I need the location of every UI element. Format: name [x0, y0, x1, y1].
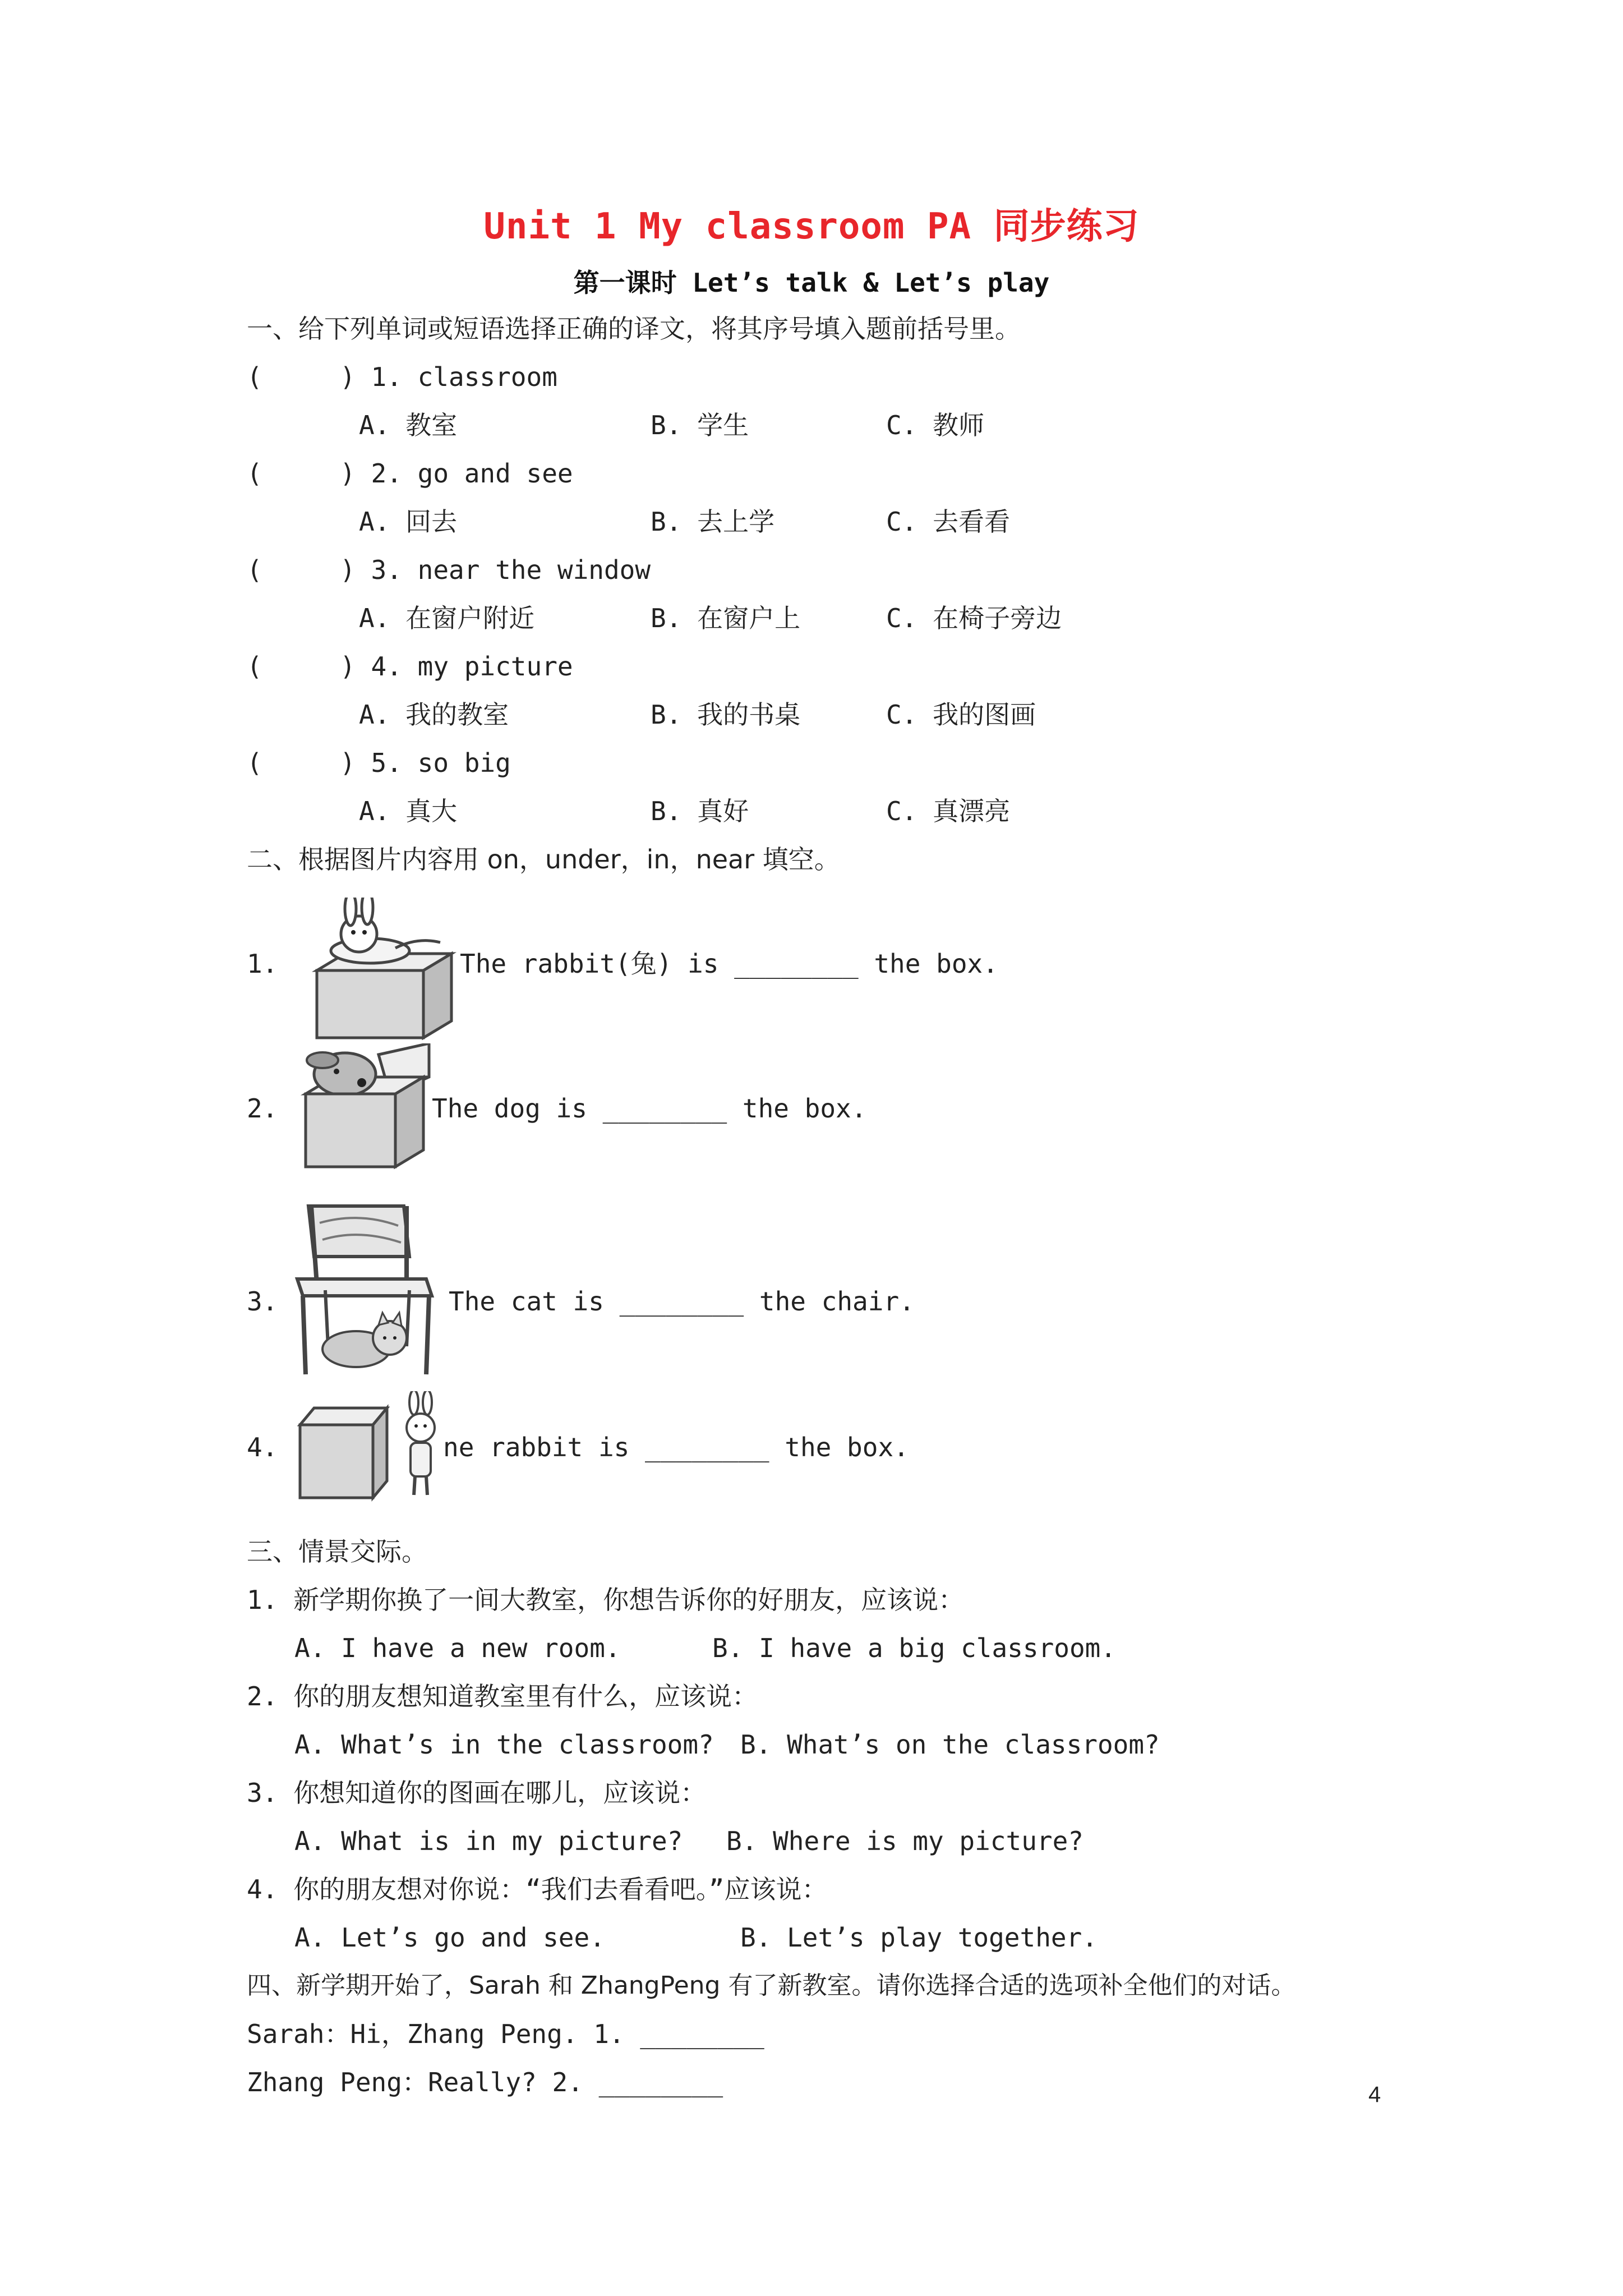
- s1-item5-stem: ( ) 5. so big: [247, 748, 511, 778]
- s3-item1-option-b: B. I have a big classroom.: [712, 1633, 1117, 1663]
- s2-item2-number: 2.: [247, 1093, 278, 1124]
- s1-item3-option-b: B. 在窗户上: [651, 603, 801, 633]
- section4-heading: 四、新学期开始了，Sarah 和 ZhangPeng 有了新教室。请你选择合适的选项补全他们的对话。: [247, 1971, 1296, 2000]
- dog-in-box-picture: [289, 1043, 440, 1172]
- page-number: 4: [1368, 2082, 1381, 2107]
- s2-item3-number: 3.: [247, 1286, 278, 1317]
- s1-item1-stem: ( ) 1. classroom: [247, 362, 557, 392]
- page-title: Unit 1 My classroom PA 同步练习: [483, 206, 1140, 247]
- s4-dialogue-line1: Sarah：Hi，Zhang Peng. 1. ________: [247, 2019, 764, 2049]
- page-subtitle: 第一课时 Let’s talk & Let’s play: [573, 268, 1050, 298]
- s1-item1-option-a: A. 教室: [359, 410, 458, 440]
- rabbit-on-box-picture: [311, 898, 463, 1043]
- section3-heading: 三、情景交际。: [247, 1536, 427, 1567]
- s2-item4-number: 4.: [247, 1432, 278, 1462]
- s1-item5-option-c: C. 真漂亮: [886, 796, 1011, 826]
- s3-item2-question: 2. 你的朋友想知道教室里有什么，应该说：: [247, 1681, 758, 1711]
- s1-item2-option-b: B. 去上学: [651, 507, 775, 537]
- s3-item4-question: 4. 你的朋友想对你说：“我们去看看吧。”应该说：: [247, 1874, 828, 1904]
- s3-item3-option-a: A. What is in my picture?: [294, 1826, 683, 1856]
- s1-item3-option-c: C. 在椅子旁边: [886, 603, 1062, 633]
- s1-item5-option-a: A. 真大: [359, 796, 458, 826]
- s3-item1-question: 1. 新学期你换了一间大教室，你想告诉你的好朋友，应该说：: [247, 1585, 965, 1615]
- s3-item3-question: 3. 你想知道你的图画在哪儿，应该说：: [247, 1778, 707, 1808]
- s2-item2-sentence: The dog is ________ the box.: [432, 1093, 867, 1124]
- rabbit-near-box-picture: [292, 1391, 449, 1503]
- s3-item3-option-b: B. Where is my picture?: [726, 1826, 1083, 1856]
- s3-item2-option-b: B. What’s on the classroom?: [740, 1729, 1160, 1760]
- s1-item3-stem: ( ) 3. near the window: [247, 555, 651, 585]
- s1-item4-option-c: C. 我的图画: [886, 700, 1036, 730]
- s1-item4-stem: ( ) 4. my picture: [247, 651, 573, 682]
- s1-item3-option-a: A. 在窗户附近: [359, 603, 535, 633]
- s3-item4-option-b: B. Let’s play together.: [740, 1922, 1098, 1953]
- s2-item1-number: 1.: [247, 949, 278, 979]
- s1-item1-option-c: C. 教师: [886, 410, 985, 440]
- s1-item1-option-b: B. 学生: [651, 410, 749, 440]
- section2-heading: 二、根据图片内容用 on，under，in，near 填空。: [247, 844, 840, 875]
- s1-item2-option-c: C. 去看看: [886, 507, 1011, 537]
- s1-item4-option-a: A. 我的教室: [359, 700, 509, 730]
- s1-item4-option-b: B. 我的书桌: [651, 700, 801, 730]
- s3-item1-option-a: A. I have a new room.: [294, 1633, 621, 1663]
- s2-item3-sentence: The cat is ________ the chair.: [449, 1286, 915, 1317]
- s2-item4-sentence: ne rabbit is ________ the box.: [443, 1432, 909, 1462]
- s3-item4-option-a: A. Let’s go and see.: [294, 1922, 605, 1953]
- s1-item2-option-a: A. 回去: [359, 507, 458, 537]
- s1-item2-stem: ( ) 2. go and see: [247, 458, 573, 489]
- section1-heading: 一、给下列单词或短语选择正确的译文，将其序号填入题前括号里。: [247, 314, 1021, 344]
- s1-item5-option-b: B. 真好: [651, 796, 749, 826]
- s4-dialogue-line2: Zhang Peng：Really? 2. ________: [247, 2067, 723, 2097]
- s2-item1-sentence: The rabbit(兔) is ________ the box.: [460, 949, 998, 979]
- cat-under-chair-picture: [292, 1195, 437, 1380]
- s3-item2-option-a: A. What’s in the classroom?: [294, 1729, 714, 1760]
